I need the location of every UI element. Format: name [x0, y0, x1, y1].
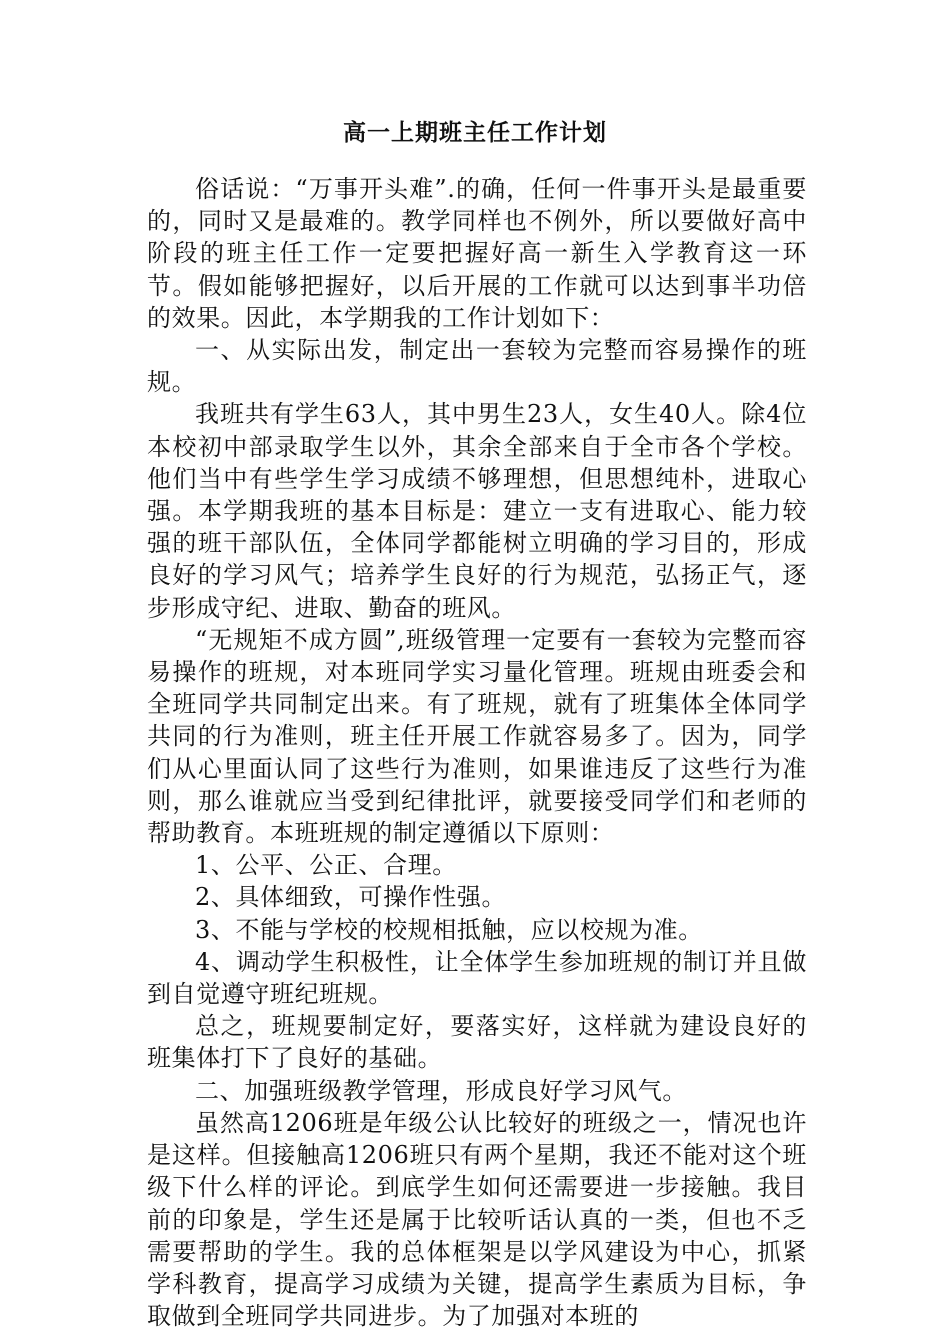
- principle-item-2: 2、具体细致，可操作性强。: [195, 883, 507, 912]
- principle-item-3: 3、不能与学校的校规相抵触，应以校规为准。: [195, 915, 703, 944]
- paragraph-class-rules: “无规矩不成方圆”,班级管理一定要有一套较为完整而容易操作的班规，对本班同学实习量化管理。班规由班委会和全班同学共同制定出来。有了班规，就有了班集体全体同学共同的行为准则，班主任开展工作就容易多了。因为，同学们从心里面认同了这些行为准则，如果谁违反了这些行为准则，那么谁就应当受到纪律批评，就要接受同学们和老师的帮助教育。本班班规的制定遵循以下原则：: [147, 625, 807, 848]
- principle-item-1: 1、公平、公正、合理。: [195, 851, 457, 880]
- section-heading-2: 二、加强班级教学管理，形成良好学习风气。: [195, 1076, 687, 1105]
- principle-item-4: 4、调动学生积极性，让全体学生参加班规的制订并且做到自觉遵守班纪班规。: [147, 947, 807, 1009]
- document-body: [147, 173, 807, 1332]
- paragraph-intro: 俗话说：“万事开头难”.的确，任何一件事开头是最重要的，同时又是最难的。教学同样也不例外，所以要做好高中阶段的班主任工作一定要把握好高一新生入学教育这一环节。假如能够把握好，以后开展的工作就可以达到事半功倍的效果。因此，本学期我的工作计划如下：: [147, 175, 807, 332]
- paragraph-class-overview: 我班共有学生63人，其中男生23人，女生40人。除4位本校初中部录取学生以外，其余全部来自于全市各个学校。他们当中有些学生学习成绩不够理想，但思想纯朴，进取心强。本学期我班的基本目标是：建立一支有进取心、能力较强的班干部队伍，全体同学都能树立明确的学习目的，形成良好的学习风气；培养学生良好的行为规范，弘扬正气，逐步形成守纪、进取、勤奋的班风。: [147, 400, 807, 622]
- paragraph-teaching-management: 虽然高1206班是年级公认比较好的班级之一，情况也许是这样。但接触高1206班只有两个星期，我还不能对这个班级下什么样的评论。到底学生如何还需要进一步接触。我目前的印象是，学生还是属于比较听话认真的一类，但也不乏需要帮助的学生。我的总体框架是以学风建设为中心，抓紧学科教育，提高学习成绩为关键，提高学生素质为目标，争取做到全班同学共同进步。为了加强对本班的: [147, 1108, 807, 1331]
- paragraph-summary: 总之，班规要制定好，要落实好，这样就为建设良好的班集体打下了良好的基础。: [147, 1012, 807, 1073]
- section-heading-1: 一、从实际出发，制定出一套较为完整而容易操作的班规。: [147, 336, 807, 397]
- document-title: 高一上期班主任工作计划: [343, 119, 607, 146]
